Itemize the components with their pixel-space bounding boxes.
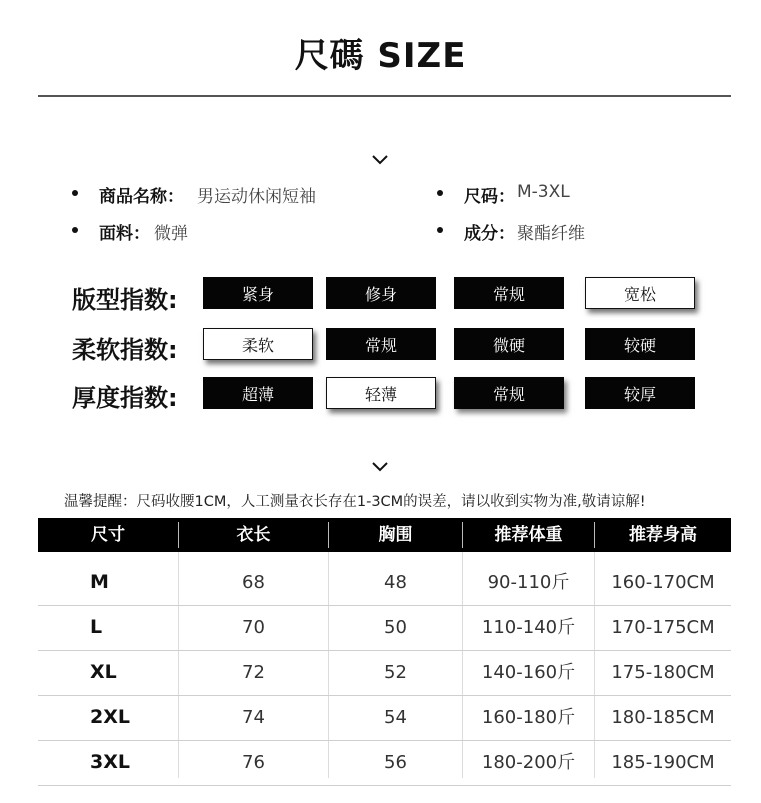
cell-height: 185-190CM — [611, 752, 715, 773]
header-size: 尺寸 — [91, 525, 125, 545]
table-header — [38, 518, 731, 552]
info-value: 男运动休闲短袖 — [197, 187, 316, 207]
table-row — [38, 560, 731, 606]
page-title: 尺碼 SIZE — [294, 36, 467, 76]
header-weight: 推荐体重 — [494, 525, 563, 545]
cell-chest: 52 — [384, 662, 407, 683]
cell-height: 160-170CM — [611, 572, 715, 593]
cell-height: 170-175CM — [611, 617, 715, 638]
cell-chest: 50 — [384, 617, 407, 638]
chevron-down-icon — [370, 460, 390, 474]
cell-weight: 160-180斤 — [481, 707, 576, 728]
cell-chest: 48 — [384, 572, 407, 593]
info-label: 商品名称： — [99, 187, 184, 207]
bullet-dot-icon — [72, 227, 78, 233]
cell-length: 76 — [242, 752, 265, 773]
cell-size: M — [90, 571, 109, 593]
table-row — [38, 650, 731, 696]
chevron-down-icon — [370, 153, 390, 167]
bullet-dot-icon — [437, 190, 443, 196]
thickness-index-label: 厚度指数: — [72, 384, 178, 412]
header-chest: 胸围 — [378, 525, 413, 545]
thickness-option-thin: 轻薄 — [326, 377, 436, 409]
cell-size: 2XL — [90, 706, 130, 728]
softness-option-soft: 柔软 — [203, 328, 313, 360]
cell-size: XL — [90, 661, 117, 683]
table-row — [38, 605, 731, 651]
fit-option-slim: 修身 — [326, 277, 436, 309]
cell-size: 3XL — [90, 751, 130, 773]
fit-option-loose: 宽松 — [585, 277, 695, 309]
info-label: 尺码： — [464, 187, 515, 207]
cell-weight: 110-140斤 — [481, 617, 576, 638]
header-height: 推荐身高 — [629, 525, 697, 545]
info-value: 聚酯纤维 — [517, 224, 585, 244]
thickness-option-thick: 较厚 — [585, 377, 695, 409]
cell-height: 180-185CM — [611, 707, 715, 728]
table-row — [38, 740, 731, 786]
info-label: 面料： — [99, 224, 150, 244]
bullet-dot-icon — [72, 190, 78, 196]
table-row — [38, 695, 731, 741]
cell-weight: 90-110斤 — [487, 572, 570, 593]
info-label: 成分： — [464, 224, 515, 244]
cell-length: 70 — [242, 617, 265, 638]
fit-index-label: 版型指数: — [72, 286, 178, 314]
cell-chest: 56 — [384, 752, 407, 773]
thickness-option-regular: 常规 — [454, 377, 564, 409]
title-divider — [38, 95, 731, 97]
softness-option-hard: 较硬 — [585, 328, 695, 360]
cell-size: L — [90, 616, 103, 638]
softness-index-label: 柔软指数: — [72, 336, 178, 364]
info-value: 微弹 — [154, 224, 188, 244]
measurement-note: 温馨提醒：尺码收腰1CM，人工测量衣长存在1-3CM的误差，请以收到实物为准,敬请谅解! — [64, 494, 646, 510]
fit-option-regular: 常规 — [454, 277, 564, 309]
cell-length: 72 — [242, 662, 265, 683]
cell-weight: 180-200斤 — [481, 752, 576, 773]
cell-length: 68 — [242, 572, 265, 593]
cell-chest: 54 — [384, 707, 407, 728]
cell-weight: 140-160斤 — [481, 662, 576, 683]
fit-option-tight: 紧身 — [203, 277, 313, 309]
info-value: M-3XL — [517, 182, 570, 202]
bullet-dot-icon — [437, 227, 443, 233]
header-length: 衣长 — [236, 525, 271, 545]
cell-length: 74 — [242, 707, 265, 728]
softness-option-regular: 常规 — [326, 328, 436, 360]
softness-option-slightly-hard: 微硬 — [454, 328, 564, 360]
cell-height: 175-180CM — [611, 662, 715, 683]
thickness-option-ultra-thin: 超薄 — [203, 377, 313, 409]
